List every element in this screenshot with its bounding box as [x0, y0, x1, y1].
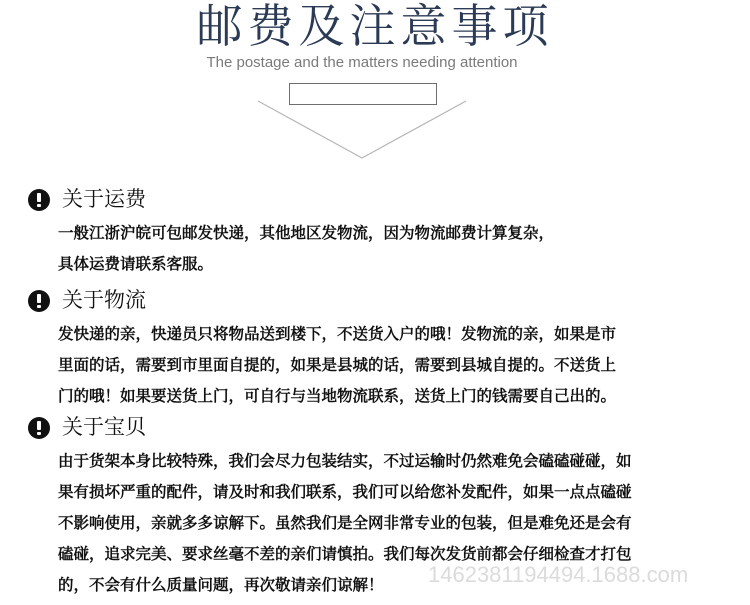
watermark-text: 1462381194494.1688.com — [428, 562, 689, 587]
section-shipping — [28, 185, 728, 280]
text-line: 里面的话，需要到市里面自提的，如果是县城的话，需要到县城自提的。不送货上 — [58, 356, 617, 374]
section-title-shipping: 关于运费 — [62, 187, 146, 211]
text-line: 门的哦！如果要送货上门，可自行与当地物流联系，送货上门的钱需要自己出的。 — [58, 387, 617, 405]
page-subtitle: The postage and the matters needing attention — [206, 54, 518, 71]
section-title-logistics: 关于物流 — [62, 288, 146, 312]
section-title-product: 关于宝贝 — [62, 415, 146, 439]
text-line: 磕碰，追求完美、要求丝毫不差的亲们请慎拍。我们每次发货前都会仔细检查才打包 — [58, 545, 632, 563]
section-heading — [28, 413, 728, 441]
exclamation-circle-icon — [28, 189, 50, 211]
chevron-down-decor — [258, 100, 478, 160]
section-heading — [28, 286, 728, 314]
page-title: 邮费及注意事项 — [196, 0, 554, 53]
exclamation-circle-icon — [28, 290, 50, 312]
section-heading — [28, 185, 728, 213]
section-logistics — [28, 286, 728, 412]
section-body-logistics — [58, 319, 728, 412]
text-line: 具体运费请联系客服。 — [58, 255, 214, 273]
text-line: 不影响使用，亲就多多谅解下。虽然我们是全网非常专业的包装，但是难免还是会有 — [58, 514, 632, 532]
text-line: 的，不会有什么质量问题，再次敬请亲们谅解！ — [58, 576, 384, 594]
exclamation-circle-icon — [28, 417, 50, 439]
text-line: 发快递的亲，快递员只将物品送到楼下，不送货入户的哦！发物流的亲，如果是市 — [58, 325, 617, 343]
text-line: 一般江浙沪皖可包邮发快递，其他地区发物流，因为物流邮费计算复杂， — [58, 224, 555, 242]
section-body-shipping — [58, 218, 728, 280]
text-line: 由于货架本身比较特殊，我们会尽力包装结实，不过运输时仍然难免会磕磕碰碰，如 — [58, 452, 632, 470]
text-line: 果有损坏严重的配件，请及时和我们联系，我们可以给您补发配件，如果一点点磕碰 — [58, 483, 632, 501]
